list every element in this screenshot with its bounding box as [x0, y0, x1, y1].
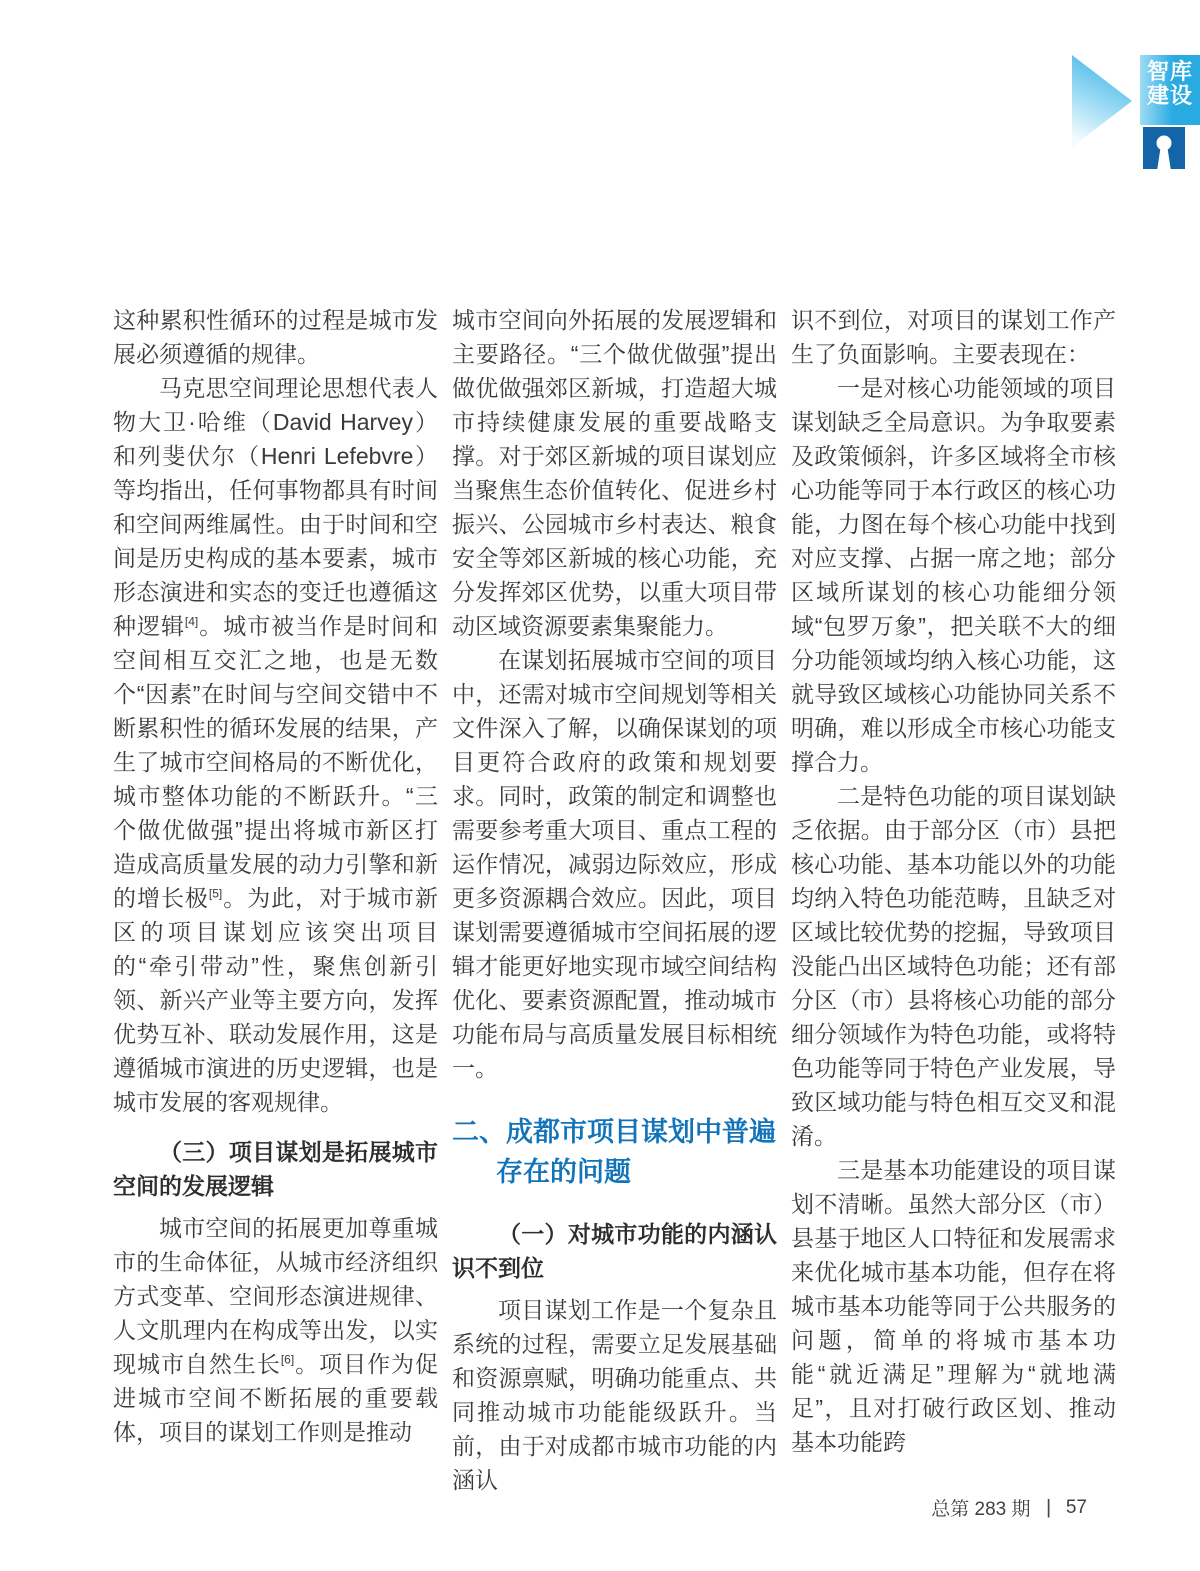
footer-issue: 总第 283 期 [931, 1499, 1031, 1520]
sub-heading [452, 1217, 777, 1285]
banner-title-line2: 建设 [1147, 83, 1194, 108]
footnote-ref: [5] [208, 886, 223, 901]
text-run: 二、成都市项目谋划中普遍存在的问题 [452, 1117, 776, 1187]
keyhole-icon [1143, 127, 1185, 169]
banner-title [1140, 55, 1200, 108]
footnote-ref: [4] [184, 614, 199, 629]
text-run: 项目谋划工作是一个复杂且系统的过程，需要立足发展基础和资源禀赋，明确功能重点、共同推动城市功能能级跃升。当前，由于对成都市城市功能的内涵认 [452, 1297, 777, 1493]
text-run: 识不到位，对项目的谋划工作产生了负面影响。主要表现在： [791, 307, 1116, 367]
text-run: 一是对核心功能领域的项目谋划缺乏全局意识。为争取要素及政策倾斜，许多区域将全市核心功能等同于本行政区的核心功能，力图在每个核心功能中找到对应支撑、占据一席之地；部分区域所谋划的核心功能细分领域“包罗万象”，把关联不大的细分功能领域均纳入核心功能，这就导致区域核心功能协同关系不明确，难以形成全市核心功能支撑合力。 [791, 375, 1116, 775]
text-run: 。项目作为促进城市空间不断拓展的重要载体，项目的谋划工作则是推动 [113, 1351, 439, 1445]
paragraph [113, 371, 438, 1119]
banner-chevron-icon [1072, 55, 1132, 147]
paragraph [791, 779, 1116, 1153]
text-run: 二是特色功能的项目谋划缺乏依据。由于部分区（市）县把核心功能、基本功能以外的功能均纳入特色功能范畴，且缺乏对区域比较优势的挖掘，导致项目没能凸出区域特色功能；还有部分区（市）县将核心功能的部分细分领域作为特色功能，或将特色功能等同于特色产业发展，导致区域功能与特色相互交叉和混淆。 [791, 783, 1116, 1149]
article-columns [113, 303, 1116, 1497]
section-heading [452, 1112, 777, 1192]
paragraph [452, 643, 777, 1085]
text-run: 三是基本功能建设的项目谋划不清晰。虽然大部分区（市）县基于地区人口特征和发展需求来优化城市基本功能，但存在将城市基本功能等同于公共服务的问题，简单的将城市基本功能“就近满足”理解为“就地满足”，且对打破行政区划、推动基本功能跨 [791, 1157, 1116, 1455]
text-run: （一）对城市功能的内涵认识不到位 [452, 1221, 777, 1281]
column-1 [113, 303, 438, 1497]
footnote-ref: [6] [280, 1352, 295, 1367]
column-2 [452, 303, 777, 1497]
footer-page-number: 57 [1065, 1496, 1087, 1518]
paragraph [791, 1153, 1116, 1459]
footer-separator: | [1046, 1496, 1051, 1518]
banner-band [1140, 55, 1200, 125]
banner-badge [1143, 127, 1185, 169]
page-footer [931, 1494, 1087, 1521]
text-run: 。城市被当作是时间和空间相互交汇之地，也是无数个“因素”在时间与空间交错中不断累积性的循环发展的结果，产生了城市空间格局的不断优化，城市整体功能的不断跃升。“三个做优做强”提出将城市新区打造成高质量发展的动力引擎和新的增长极 [113, 613, 439, 911]
paragraph [791, 303, 1116, 371]
column-3 [791, 303, 1116, 1497]
paragraph [113, 1211, 438, 1449]
text-run: 这种累积性循环的过程是城市发展必须遵循的规律。 [113, 307, 438, 367]
paragraph [113, 303, 438, 371]
banner-title-line1: 智库 [1147, 59, 1194, 84]
text-run: 。为此，对于城市新区的项目谋划应该突出项目的“牵引带动”性，聚焦创新引领、新兴产业等主要方向，发挥优势互补、联动发展作用，这是遵循城市演进的历史逻辑，也是城市发展的客观规律。 [113, 885, 439, 1115]
paragraph [452, 303, 777, 643]
sub-heading [113, 1135, 438, 1203]
text-run: 城市空间的拓展更加尊重城市的生命体征，从城市经济组织方式变革、空间形态演进规律、人文肌理内在构成等出发，以实现城市自然生长 [113, 1215, 438, 1377]
text-run: 马克思空间理论思想代表人物大卫·哈维（David Harvey）和列斐伏尔（Henri Lefebvre）等均指出，任何事物都具有时间和空间两维属性。由于时间和空间是历史构成的基本要素，城市形态演进和实态的变迁也遵循这种逻辑 [113, 375, 438, 639]
paragraph [452, 1293, 777, 1497]
text-run: 城市空间向外拓展的发展逻辑和主要路径。“三个做优做强”提出做优做强郊区新城，打造超大城市持续健康发展的重要战略支撑。对于郊区新城的项目谋划应当聚焦生态价值转化、促进乡村振兴、公园城市乡村表达、粮食安全等郊区新城的核心功能，充分发挥郊区优势，以重大项目带动区域资源要素集聚能力。 [452, 307, 777, 639]
paragraph [791, 371, 1116, 779]
text-run: （三）项目谋划是拓展城市空间的发展逻辑 [113, 1139, 438, 1199]
text-run: 在谋划拓展城市空间的项目中，还需对城市空间规划等相关文件深入了解，以确保谋划的项目更符合政府的政策和规划要求。同时，政策的制定和调整也需要参考重大项目、重点工程的运作情况，减弱边际效应，形成更多资源耦合效应。因此，项目谋划需要遵循城市空间拓展的逻辑才能更好地实现市域空间结构优化、要素资源配置，推动城市功能布局与高质量发展目标相统一。 [452, 647, 777, 1081]
